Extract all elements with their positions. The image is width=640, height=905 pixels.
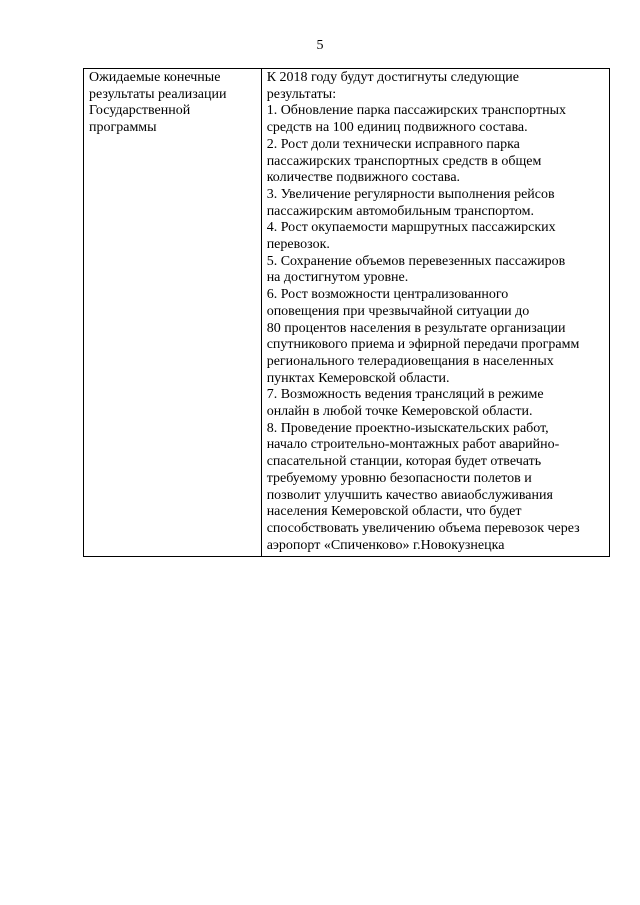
- content-line: населения Кемеровской области, что будет: [266, 504, 522, 520]
- content-line: результаты:: [266, 86, 337, 102]
- content-line: средств на 100 единиц подвижного состава.: [266, 120, 528, 136]
- content-line: 4. Рост окупаемости маршрутных пассажирских: [266, 220, 556, 236]
- content-line: 1. Обновление парка пассажирских транспортных: [266, 103, 566, 119]
- content-line: 5. Сохранение объемов перевезенных пассажиров: [266, 253, 566, 269]
- content-line: пассажирских транспортных средств в общем: [266, 153, 542, 169]
- content-line: аэропорт «Спиченково» г.Новокузнецка: [266, 537, 505, 553]
- content-line: на достигнутом уровне.: [266, 270, 409, 286]
- content-line: 2. Рост доли технически исправного парка: [266, 136, 520, 152]
- content-line: 6. Рост возможности централизованного: [266, 287, 509, 303]
- label-line: программы: [89, 120, 157, 136]
- content-line: 3. Увеличение регулярности выполнения рейсов: [266, 186, 555, 202]
- label-line: результаты реализации: [89, 86, 227, 102]
- page-number: 5: [316, 38, 324, 53]
- content-line: требуемому уровню безопасности полетов и: [266, 470, 532, 486]
- content-line: 7. Возможность ведения трансляций в режиме: [266, 387, 544, 403]
- content-line: позволит улучшить качество авиаобслуживания: [266, 487, 553, 503]
- content-line: способствовать увеличению объема перевозок через: [266, 520, 580, 536]
- content-line: К 2018 году будут достигнуты следующие: [266, 70, 519, 85]
- content-line: 8. Проведение проектно-изыскательских работ,: [266, 420, 549, 436]
- content-line: спасательной станции, которая будет отвечать: [266, 454, 542, 470]
- label-line: Государственной: [89, 103, 191, 119]
- content-line: онлайн в любой точке Кемеровской области.: [266, 404, 533, 420]
- content-line: начало строительно-монтажных работ аварийно-: [266, 437, 560, 453]
- row-label-cell: [84, 69, 262, 557]
- content-line: пассажирским автомобильным транспортом.: [266, 203, 535, 219]
- content-line: спутникового приема и эфирной передачи программ: [266, 337, 580, 353]
- content-line: регионального телерадиовещания в населенных: [266, 353, 554, 369]
- content-line: количестве подвижного состава.: [266, 170, 461, 186]
- content-line: 80 процентов населения в результате организации: [266, 320, 566, 336]
- program-passport-table: [83, 68, 610, 557]
- row-content-cell: [261, 69, 609, 557]
- content-line: перевозок.: [266, 237, 330, 253]
- content-line: пунктах Кемеровской области.: [266, 370, 450, 386]
- table-row: [84, 69, 610, 557]
- content-line: оповещения при чрезвычайной ситуации до: [266, 303, 530, 319]
- label-line: Ожидаемые конечные: [89, 70, 221, 85]
